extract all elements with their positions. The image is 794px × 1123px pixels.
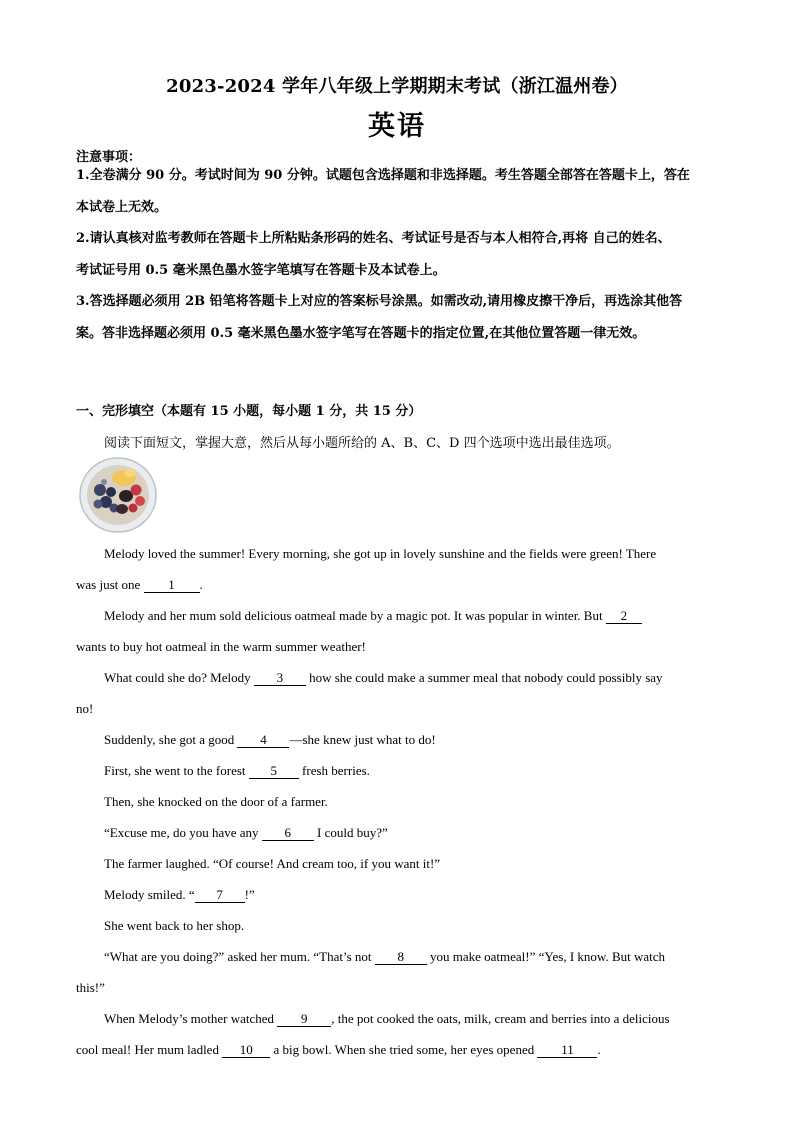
passage-line <box>76 701 718 732</box>
passage-text: cool meal! Her mum ladled <box>76 1042 223 1057</box>
passage-line <box>76 670 718 701</box>
passage-line <box>76 546 718 577</box>
note-item-2-line-1: 2.请认真核对监考教师在答题卡上所粘贴条形码的姓名、考试证号是否与本人相符合,再将 自己的姓名、 <box>76 231 671 246</box>
passage-line <box>76 825 718 856</box>
answer-blank-10: 10 <box>222 1043 270 1058</box>
passage-text: “Excuse me, do you have any <box>104 825 262 840</box>
passage-text: you make oatmeal!” “Yes, I know. But watch <box>426 949 666 964</box>
note-item-3-line-2: 案。答非选择题必须用 0.5 毫米黑色墨水签字笔写在答题卡的指定位置,在其他位置答题一律无效。 <box>76 325 646 341</box>
oatmeal-bowl-icon <box>78 456 158 534</box>
passage-text: was just one <box>76 577 144 592</box>
passage-text: how she could make a summer meal that nobody could possibly say <box>305 670 663 685</box>
passage-line <box>76 1042 718 1073</box>
passage-text: fresh berries. <box>298 763 370 778</box>
note-item-1-line-2: 本试卷上无效。 <box>76 199 168 215</box>
passage-line <box>76 732 718 763</box>
passage-text: The farmer laughed. “Of course! And cream too, if you want it!” <box>104 856 441 871</box>
answer-blank-8: 8 <box>375 950 427 965</box>
subject-title: 英语 <box>368 111 426 142</box>
passage-text: —she knew just what to do! <box>289 732 436 747</box>
passage-text: She went back to her shop. <box>104 918 245 933</box>
passage-text: this!” <box>76 980 105 995</box>
passage-text: !” <box>244 887 255 902</box>
passage-text: Melody smiled. “ <box>104 887 195 902</box>
note-item-3-line-1: 3.答选择题必须用 2B 铅笔将答题卡上对应的答案标号涂黑。如需改动,请用橡皮擦干净后，再选涂其他答 <box>76 294 683 309</box>
passage-text: When Melody’s mother watched <box>104 1011 278 1026</box>
section-heading: 一、完形填空（本题有 15 小题，每小题 1 分，共 15 分） <box>76 404 422 419</box>
exam-title: 2023-2024 学年八年级上学期期末考试（浙江温州卷） <box>166 76 628 97</box>
answer-blank-7: 7 <box>195 888 245 903</box>
passage-text: What could she do? Melody <box>104 670 254 685</box>
answer-blank-9: 9 <box>277 1012 331 1027</box>
passage-line <box>76 608 718 639</box>
answer-blank-4: 4 <box>237 733 289 748</box>
passage-text: a big bowl. When she tried some, her eyes opened <box>270 1042 538 1057</box>
passage-text: Melody loved the summer! Every morning, she got up in lovely sunshine and the fields were green! There <box>104 546 657 561</box>
passage-text: . <box>199 577 203 592</box>
passage-text: Melody and her mum sold delicious oatmeal made by a magic pot. It was popular in winter. But <box>104 608 606 623</box>
passage-line <box>76 1011 718 1042</box>
passage-line <box>76 639 718 670</box>
answer-blank-3: 3 <box>254 671 306 686</box>
note-item-1-line-1: 1.全卷满分 90 分。考试时间为 90 分钟。试题包含选择题和非选择题。考生答题全部答在答题卡上，答在 <box>76 168 690 183</box>
passage-text: , the pot cooked the oats, milk, cream and berries into a delicious <box>331 1011 670 1026</box>
note-item-2-line-2: 考试证号用 0.5 毫米黑色墨水签字笔填写在答题卡及本试卷上。 <box>76 262 446 278</box>
notes-heading: 注意事项： <box>76 150 142 165</box>
answer-blank-5: 5 <box>249 764 299 779</box>
passage-line <box>76 918 718 949</box>
exam-notes <box>76 150 718 357</box>
passage-text: First, she went to the forest <box>104 763 249 778</box>
section-instruction: 阅读下面短文，掌握大意，然后从每小题所给的 A、B、C、D 四个选项中选出最佳选项。 <box>104 436 620 451</box>
passage-line <box>76 887 718 918</box>
passage-line <box>76 577 718 608</box>
passage-text: . <box>597 1042 601 1057</box>
passage-line <box>76 763 718 794</box>
answer-blank-6: 6 <box>262 826 314 841</box>
passage-line <box>76 856 718 887</box>
passage-line <box>76 794 718 825</box>
answer-blank-2: 2 <box>606 609 642 624</box>
passage-line <box>76 949 718 980</box>
passage-text: “What are you doing?” asked her mum. “That’s not <box>104 949 375 964</box>
passage-text: no! <box>76 701 94 716</box>
cloze-passage <box>76 546 718 1073</box>
answer-blank-11: 11 <box>537 1043 597 1058</box>
passage-text: I could buy?” <box>313 825 388 840</box>
answer-blank-1: 1 <box>144 578 200 593</box>
passage-text: wants to buy hot oatmeal in the warm summer weather! <box>76 639 366 654</box>
passage-text: Then, she knocked on the door of a farmer. <box>104 794 328 809</box>
passage-line <box>76 980 718 1011</box>
passage-text: Suddenly, she got a good <box>104 732 238 747</box>
